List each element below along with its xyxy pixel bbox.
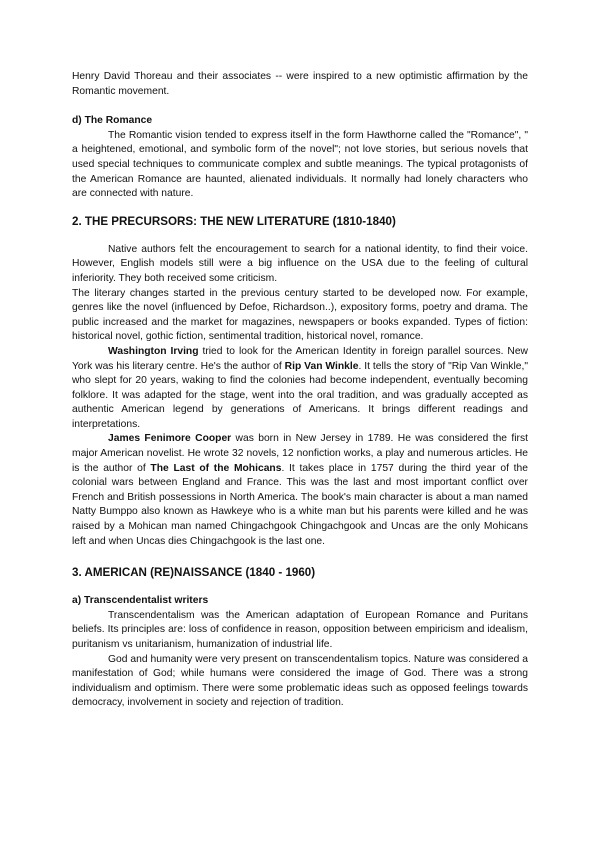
cooper-text-1: was born in New Jersey in 1789. He was considered the first major American novelist. He wrote 32 novels, 12 nonfiction works, a play and numerous articles. He is the author of	[72, 433, 528, 474]
cooper-name: James Fenimore Cooper	[108, 433, 232, 445]
irving-paragraph	[72, 345, 528, 433]
irving-text-2: . It tells the story of "Rip Van Winkle," who slept for 20 years, waking to find the colonies had become independent, eventually becoming folklore. It was adapted for the stage, went into the oral tradition, and was gradually accepted as authentic American legend by generations of Americans. It brings different readings and interpretations.	[72, 360, 528, 430]
section-3-paragraph-1: Transcendentalism was the American adaptation of European Romance and Puritans beliefs. Its principles are: loss of confidence in reason, opposition between empiricism and idealism, puritanism vs unitarianism, humanization of industrial life.	[72, 609, 528, 650]
section-2-paragraph-1: Native authors felt the encouragement to search for a national identity, to find their voice. However, English models still were a big influence on the USA due to the feeling of cultural inferiority. They both received some criticism.	[72, 243, 528, 284]
section-3-paragraph-2: God and humanity were very present on transcendentalism topics. Nature was considered a manifestation of God; while humans were considered the image of God. There was a strong individualism and optimism. There were some problematic ideas such as opposed feelings towards democracy, involvement in society and rejection of tradition.	[72, 653, 528, 709]
romance-paragraph: The Romantic vision tended to express itself in the form Hawthorne called the "Romance", " a heightened, emotional, and symbolic form of the novel"; not love stories, but serious novels that used special techniques to communicate complex and subtle meanings. The typical protagonists of the American Romance are haunted, alienated individuals. It normally had lonely characters who are connected with nature.	[72, 129, 528, 200]
document-page	[72, 70, 528, 711]
romance-heading: d) The Romance	[72, 115, 153, 127]
cooper-paragraph	[72, 432, 528, 549]
irving-name: Washington Irving	[108, 345, 199, 357]
section-2-paragraph-2: The literary changes started in the previous century started to be developed now. For example, genres like the novel (influenced by Defoe, Richardson..), expository forms, poetry and drama. The public increased and the market for magazines, newspapers or books expanded. Types of fiction: historical novel, gothic fiction, sentimental tradition, historical novel, romance.	[72, 287, 528, 343]
intro-paragraph: Henry David Thoreau and their associates -- were inspired to a new optimistic affirmation by the Romantic movement.	[72, 71, 528, 97]
irving-work-title: Rip Van Winkle	[284, 360, 359, 372]
cooper-work-title: The Last of the Mohicans	[150, 462, 282, 474]
cooper-text-2: . It takes place in 1757 during the third year of the colonial wars between England and France. This was the last and most important conflict over French and British possessions in North America. The book's main character is about a man named Natty Bumppo also known as Hawkeye who is a white man but his parents were killed and he was raised by a Mohican man named Chingachgook Chingachgook and Uncas are the only Mohicans left and when Uncas dies Chingachgook is the last one.	[72, 462, 528, 547]
transcendentalist-heading: a) Transcendentalist writers	[72, 595, 209, 607]
section-3-heading: 3. AMERICAN (RE)NAISSANCE (1840 - 1960)	[72, 566, 316, 580]
irving-text-1: tried to look for the American Identity in foreign parallel sources. New York was his literary centre. He's the author of	[72, 345, 528, 372]
section-2-heading: 2. THE PRECURSORS: THE NEW LITERATURE (1810-1840)	[72, 214, 396, 228]
